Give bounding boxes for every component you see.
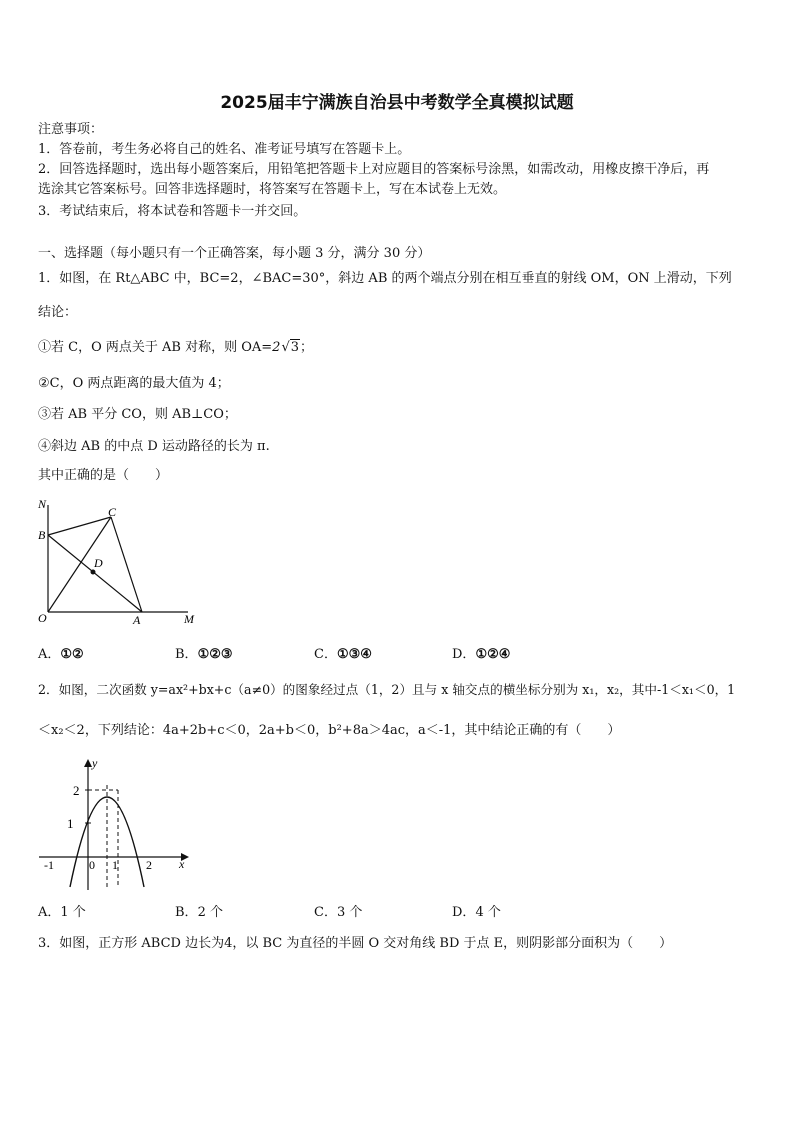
q1-ask: 其中正确的是（ ） bbox=[38, 468, 169, 483]
q2-option-d bbox=[452, 905, 501, 921]
section-heading: 一、选择题（每小题只有一个正确答案，每小题 3 分，满分 30 分） bbox=[38, 246, 431, 261]
q2-option-b-letter: B． bbox=[175, 905, 198, 920]
notice-item-2-cont: 选涂其它答案标号。回答非选择题时，将答案写在答题卡上，写在本试卷上无效。 bbox=[38, 182, 507, 197]
q1-figure bbox=[30, 495, 210, 630]
y-axis-arrow-icon bbox=[84, 759, 92, 767]
q1-option-c-text: ①③④ bbox=[336, 647, 372, 662]
q1-conclusion-3: ③若 AB 平分 CO，则 AB⊥CO； bbox=[38, 407, 237, 422]
segment-CA bbox=[111, 517, 142, 612]
label-C: C bbox=[108, 505, 117, 519]
q2-stem-line1: 2．如图，二次函数 y=ax²+bx+c（a≠0）的图象经过点（1，2）且与 x 轴交点的横坐标分别为 x₁，x₂，其中-1＜x₁＜0，1 bbox=[38, 682, 736, 697]
q2-option-a-letter: A． bbox=[38, 905, 61, 920]
q2-option-c-text: 3 个 bbox=[336, 905, 363, 920]
q1-option-b-letter: B． bbox=[175, 647, 198, 662]
point-D bbox=[91, 570, 96, 575]
notice-heading: 注意事项： bbox=[38, 122, 104, 137]
page-title: 2025届丰宁满族自治县中考数学全真模拟试题 bbox=[220, 93, 574, 113]
label-N: N bbox=[38, 497, 47, 511]
q1-option-d bbox=[452, 647, 510, 663]
label-2-y: 2 bbox=[73, 783, 80, 798]
label-0: 0 bbox=[89, 858, 95, 872]
label-D: D bbox=[94, 556, 103, 570]
q1-c1-suffix: ； bbox=[300, 340, 314, 355]
label-B: B bbox=[38, 528, 46, 542]
q1-c1-prefix: ①若 C，O 两点关于 AB 对称，则 OA= bbox=[38, 340, 273, 355]
label-M: M bbox=[184, 612, 194, 626]
label-O: O bbox=[38, 611, 47, 625]
q1-option-a bbox=[38, 647, 84, 663]
q2-option-b-text: 2 个 bbox=[197, 905, 223, 920]
q1-stem-line2: 结论： bbox=[38, 305, 78, 320]
notice-item-2: 2．回答选择题时，选出每小题答案后，用铅笔把答题卡上对应题目的答案标号涂黑，如需改动，用橡皮擦干净后，再 bbox=[38, 162, 710, 177]
q1-option-a-letter: A． bbox=[38, 647, 61, 662]
q1-option-b-text: ①②③ bbox=[197, 647, 233, 662]
q1-c1-radicand: 3 bbox=[290, 340, 300, 355]
q3-stem: 3．如图，正方形 ABCD 边长为4，以 BC 为直径的半圆 O 交对角线 BD 于点 E，则阴影部分面积为（ ） bbox=[38, 936, 673, 951]
sqrt-symbol: √3 bbox=[281, 340, 300, 355]
q1-option-c bbox=[314, 647, 372, 663]
q1-stem-line1: 1．如图，在 Rt△ABC 中，BC=2，∠BAC=30°，斜边 AB 的两个端点分别在相互垂直的射线 OM，ON 上滑动，下列 bbox=[38, 271, 732, 286]
q1-conclusion-1 bbox=[38, 340, 313, 356]
q2-option-c-letter: C． bbox=[314, 905, 337, 920]
q1-option-c-letter: C． bbox=[314, 647, 337, 662]
label-neg1: -1 bbox=[44, 858, 54, 872]
q2-option-d-letter: D． bbox=[452, 905, 476, 920]
label-x: x bbox=[179, 857, 185, 871]
q1-conclusion-2: ②C，O 两点距离的最大值为 4； bbox=[38, 376, 230, 391]
label-2-x: 2 bbox=[146, 858, 152, 872]
label-1-x: 1 bbox=[112, 858, 118, 872]
q2-option-a bbox=[38, 905, 86, 921]
q2-option-a-text: 1 个 bbox=[60, 905, 86, 920]
label-A: A bbox=[133, 613, 141, 627]
label-y: y bbox=[92, 756, 98, 770]
q2-option-d-text: 4 个 bbox=[475, 905, 501, 920]
q1-option-d-text: ①②④ bbox=[475, 647, 511, 662]
q1-conclusion-4: ④斜边 AB 的中点 D 运动路径的长为 π. bbox=[38, 439, 270, 454]
notice-item-3: 3．考试结束后，将本试卷和答题卡一并交回。 bbox=[38, 204, 307, 219]
q2-stem-line2: ＜x₂＜2，下列结论：4a+2b+c＜0，2a+b＜0，b²+8a＞4ac，a＜-1，其中结论正确的有（ ） bbox=[38, 723, 621, 738]
q2-option-b bbox=[175, 905, 223, 921]
q2-option-c bbox=[314, 905, 362, 921]
q1-option-a-text: ①② bbox=[60, 647, 84, 662]
q1-option-d-letter: D． bbox=[452, 647, 476, 662]
label-1-y: 1 bbox=[67, 816, 74, 831]
q1-c1-coef: 2 bbox=[272, 340, 281, 355]
notice-item-1: 1．答卷前，考生务必将自己的姓名、准考证号填写在答题卡上。 bbox=[38, 142, 411, 157]
q2-figure bbox=[35, 755, 195, 895]
q1-option-b bbox=[175, 647, 233, 663]
